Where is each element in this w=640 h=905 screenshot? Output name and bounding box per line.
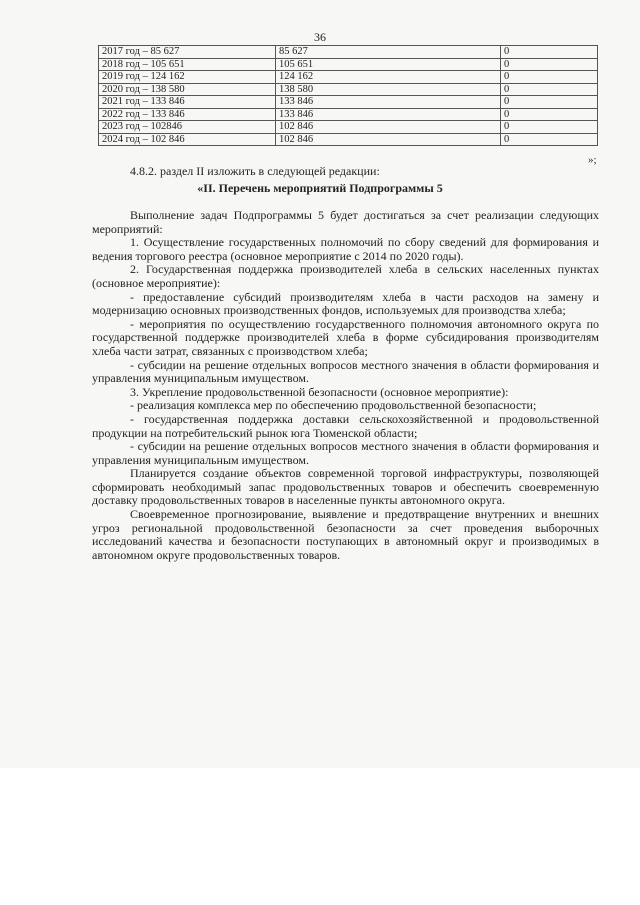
table-cell: 2022 год – 133 846 xyxy=(99,108,276,121)
table-cell: 133 846 xyxy=(276,108,501,121)
clause-line: 4.8.2. раздел II изложить в следующей редакции: xyxy=(130,164,380,178)
table-cell: 138 580 xyxy=(276,83,501,96)
table-row xyxy=(99,83,598,96)
table-cell: 2023 год – 102846 xyxy=(99,121,276,134)
paragraph: 2. Государственная поддержка производителей хлеба в сельских населенных пунктах (основное мероприятие): xyxy=(92,262,599,290)
paragraph: Выполнение задач Подпрограммы 5 будет достигаться за счет реализации следующих мероприятий: xyxy=(92,208,599,236)
table-cell: 0 xyxy=(501,133,598,146)
table-cell: 102 846 xyxy=(276,133,501,146)
paragraph: Планируется создание объектов современной торговой инфраструктуры, позволяющей сформировать необходимый запас продовольственных товаров и обеспечить своевременную доставку продовольственных товаров в населенные пункты автономного округа. xyxy=(92,466,599,508)
table-cell: 0 xyxy=(501,46,598,59)
table-cell: 2021 год – 133 846 xyxy=(99,96,276,109)
table-cell: 102 846 xyxy=(276,121,501,134)
table-row xyxy=(99,108,598,121)
paragraph: 1. Осуществление государственных полномочий по сбору сведений для формирования и ведения торгового реестра (основное мероприятие с 2014 по 2020 годы). xyxy=(92,235,599,263)
table-cell: 85 627 xyxy=(276,46,501,59)
table-cell: 0 xyxy=(501,121,598,134)
table-cell: 2019 год – 124 162 xyxy=(99,71,276,84)
table-row xyxy=(99,71,598,84)
table-row xyxy=(99,133,598,146)
paragraph: - субсидии на решение отдельных вопросов местного значения в области формирования и управления муниципальным имуществом. xyxy=(92,439,599,467)
table-cell: 124 162 xyxy=(276,71,501,84)
table-cell: 133 846 xyxy=(276,96,501,109)
table-row xyxy=(99,96,598,109)
paragraph: - предоставление субсидий производителям хлеба в части расходов на замену и модернизацию основных производственных фондов, используемых для производства хлеба; xyxy=(92,289,599,318)
table-row xyxy=(99,121,598,134)
table-row xyxy=(99,58,598,71)
table-cell: 2020 год – 138 580 xyxy=(99,83,276,96)
table-cell: 0 xyxy=(501,71,598,84)
table-cell: 2017 год – 85 627 xyxy=(99,46,276,59)
paragraph: Своевременное прогнозирование, выявление и предотвращение внутренних и внешних угроз региональной продовольственной безопасности за счет проведения выборочных исследований качества и безопасности поступающих в автономный округ и производимых в автономном округе продовольственных товаров. xyxy=(92,507,599,562)
section-heading: «II. Перечень мероприятий Подпрограммы 5 xyxy=(197,181,443,195)
paragraph: - государственная поддержка доставки сельскохозяйственной и продовольственной продукции на потребительский рынок юга Тюменской области; xyxy=(92,411,599,440)
table-cell: 2018 год – 105 651 xyxy=(99,58,276,71)
table-cell: 105 651 xyxy=(276,58,501,71)
table-cell: 0 xyxy=(501,83,598,96)
paragraph: - мероприятия по осуществлению государственного полномочия автономного округа по государственной поддержке производителей хлеба в форме субсидирования производителям хлеба части затрат, связанных с производством хлеба; xyxy=(92,316,599,358)
paragraph: 3. Укрепление продовольственной безопасности (основное мероприятие): xyxy=(130,384,509,399)
table-closing-mark: »; xyxy=(588,154,597,166)
body-text xyxy=(92,209,599,562)
table-row xyxy=(99,46,598,59)
table-cell: 0 xyxy=(501,58,598,71)
table-cell: 0 xyxy=(501,96,598,109)
table-cell: 2024 год – 102 846 xyxy=(99,133,276,146)
paragraph: - субсидии на решение отдельных вопросов местного значения в области формирования и управления муниципальным имуществом. xyxy=(92,357,599,386)
page-number: 36 xyxy=(314,30,326,44)
table-cell: 0 xyxy=(501,108,598,121)
paragraph: - реализация комплекса мер по обеспечению продовольственной безопасности; xyxy=(130,398,537,413)
funding-table xyxy=(98,45,598,146)
